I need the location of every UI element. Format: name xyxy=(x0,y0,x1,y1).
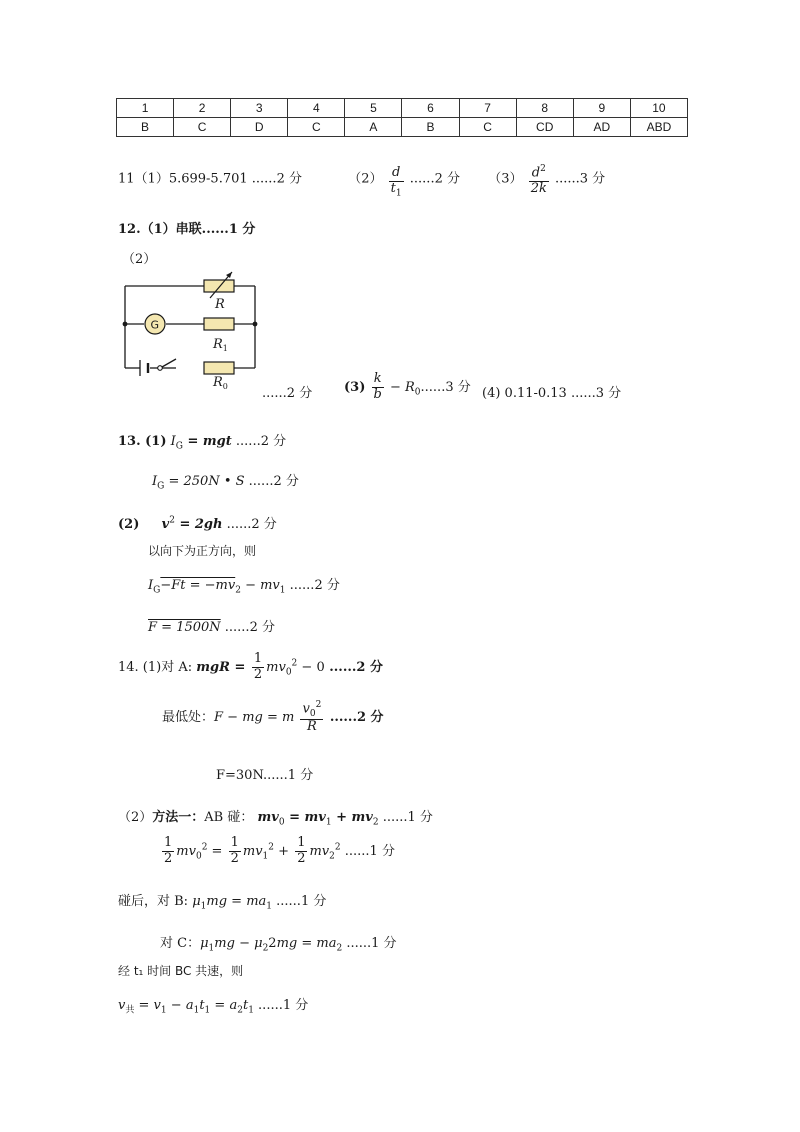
answer-table-answer-cell: ABD xyxy=(630,118,687,137)
answer-table-number-cell: 2 xyxy=(174,99,231,118)
q12-part1: 12.（1）串联......1 分 xyxy=(118,222,256,237)
q14-part2-t1: 经 t₁ 时间 BC 共速，则 xyxy=(118,964,244,978)
q11-part2-score: ......2 分 xyxy=(409,171,460,187)
q11-part3-score: ......3 分 xyxy=(554,171,606,187)
q14-part2-after-b: 碰后，对 B: $\mu_1mg = ma_1$ ......1 分 xyxy=(118,894,327,912)
answer-table-number-cell: 6 xyxy=(402,99,459,118)
answer-table-answer-cell: B xyxy=(402,118,459,137)
q12-part2-score: ......2 分 xyxy=(262,386,313,401)
q14-part1-lowest-fraction: $\frac{v_0^2}{R}$ xyxy=(302,700,322,735)
q14-part1-result: F=30N......1 分 xyxy=(216,768,314,783)
junction-dot xyxy=(123,322,128,327)
answer-table-number-cell: 5 xyxy=(345,99,402,118)
q12-part3-fraction: $\frac{k}{b}$ xyxy=(373,371,382,402)
q14-part2-line1: （2）方法一：AB 碰： $mv_0 = mv_1 + mv_2$ ......1 分 xyxy=(118,810,433,828)
answer-table-answer-cell: C xyxy=(459,118,516,137)
q12-part4: (4) 0.11-0.13 ......3 分 xyxy=(482,386,622,401)
variable-resistor xyxy=(204,280,234,292)
q11-part1: 11（1）5.699-5.701 ......2 分 xyxy=(118,171,302,187)
q11-part2-fraction: $\frac{d}{t_1}$ xyxy=(390,165,402,199)
q11-part3-label: （3） xyxy=(488,171,523,187)
answer-table-number-cell: 4 xyxy=(288,99,345,118)
resistor-r1-label: $R_1$ xyxy=(213,337,228,353)
resistor-r-label: R xyxy=(215,297,225,312)
answer-table-number-row xyxy=(117,99,688,118)
answer-table-number-cell: 3 xyxy=(231,99,288,118)
switch-pivot xyxy=(158,366,163,371)
answer-table-number-cell: 1 xyxy=(117,99,174,118)
q14-part2-c: 对 C：$\mu_1mg - \mu_22mg = ma_2$ ......1 分 xyxy=(160,936,397,954)
answer-table-number-cell: 8 xyxy=(516,99,573,118)
q14-part1-lowest: 最低处：F − mg = m $\frac{v_0^2}{R}$ ......2 分 xyxy=(162,700,384,735)
answer-table-answer-cell: C xyxy=(174,118,231,137)
galvanometer-label: G xyxy=(150,318,160,332)
answer-table-answer-cell: B xyxy=(117,118,174,137)
q13-part2-line3: $I_G-Ft = -mv_2 - mv_1$ ......2 分 xyxy=(148,578,340,596)
q13-part2-note: 以向下为正方向，则 xyxy=(148,544,257,558)
q12-part3: (3) $\frac{k}{b}$ − $R_0......3$ 分 xyxy=(344,371,471,402)
q14-part1-line1: 14. (1)对 A: mgR = $\frac{1}{2}$ $mv_0^2 - 0$ ......2 分 xyxy=(118,651,383,682)
q11-part2-label: （2） xyxy=(348,171,383,187)
q14-part2-common-velocity: $v_共 = v_1 - a_1t_1 = a_2t_1$ ......1 分 xyxy=(118,998,309,1016)
resistor-r1 xyxy=(204,318,234,330)
answer-table-answer-cell: D xyxy=(231,118,288,137)
q14-part2-energy: $\frac{1}{2}$ $mv_0^2$ = $\frac{1}{2}$ $mv_1^2$ + $\frac{1}{2}$ $mv_2^2$ ......1 分 xyxy=(164,835,395,866)
answer-table-number-cell: 10 xyxy=(630,99,687,118)
q13-part1-line1: 13. (1) $I_G$ = mgt ......2 分 xyxy=(118,434,287,452)
resistor-r0-label: $R_0$ xyxy=(213,375,228,391)
circuit-diagram xyxy=(118,268,268,391)
q12-part2-label: （2） xyxy=(122,252,157,267)
junction-dot xyxy=(253,322,258,327)
answer-table-number-cell: 9 xyxy=(573,99,630,118)
answer-table-answer-cell: C xyxy=(288,118,345,137)
answer-table-answer-cell: A xyxy=(345,118,402,137)
switch-lever xyxy=(162,359,176,367)
q14-part1-half-fraction: $\frac{1}{2}$ xyxy=(253,651,263,682)
q13-part1-line2: $I_G = 250N$ • S ......2 分 xyxy=(152,474,299,492)
answer-table xyxy=(116,98,688,137)
answer-table-answer-cell: CD xyxy=(516,118,573,137)
answer-table-number-cell: 7 xyxy=(459,99,516,118)
q13-part2-line1: (2) $v^2 = 2gh$ ......2 分 xyxy=(118,515,277,532)
resistor-r0 xyxy=(204,362,234,374)
q11-part3-fraction: $\frac{d^2}{2k}$ xyxy=(530,164,547,197)
q13-part2-line4: F = 1500N ......2 分 xyxy=(148,620,275,635)
answer-table-answer-cell: AD xyxy=(573,118,630,137)
q11-line xyxy=(118,164,605,199)
answer-table-answer-row xyxy=(117,118,688,137)
